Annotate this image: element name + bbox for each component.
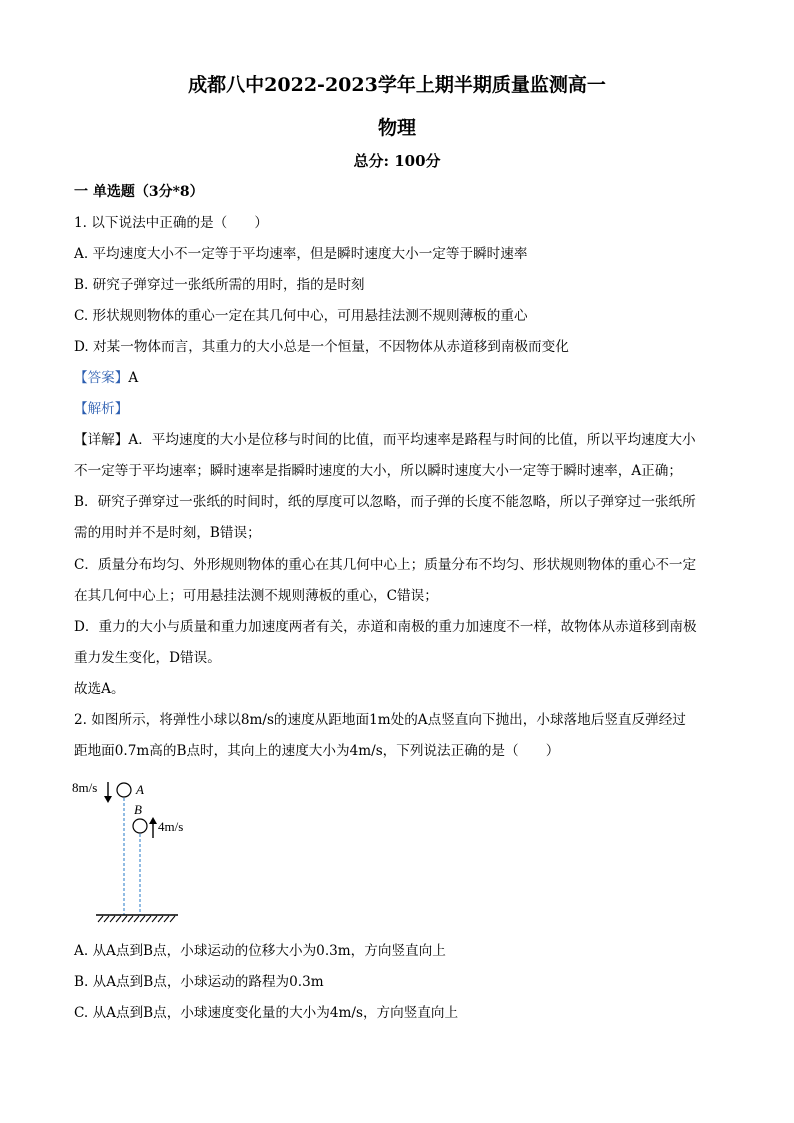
ball-a <box>117 783 131 797</box>
q1-option-c: C. 形状规则物体的重心一定在其几何中心，可用悬挂法测不规则薄板的重心 <box>74 308 528 324</box>
answer-value: A <box>128 370 139 386</box>
q2-option-c: C. 从A点到B点，小球速度变化量的大小为4m/s，方向竖直向上 <box>74 1005 459 1021</box>
q1-detail-line: 在其几何中心上；可用悬挂法测不规则薄板的重心，C错误； <box>74 588 438 604</box>
q2-figure <box>66 772 206 932</box>
subject-title: 物理 <box>377 117 416 139</box>
q1-detail-line: 【详解】A．平均速度的大小是位移与时间的比值，而平均速率是路程与时间的比值，所以平均速度大小 <box>74 432 696 448</box>
q1-option-b: B. 研究子弹穿过一张纸所需的用时，指的是时刻 <box>74 277 365 293</box>
total-score: 总分: 100分 <box>353 152 441 170</box>
exam-title: 成都八中2022-2023学年上期半期质量监测高一 <box>188 74 606 96</box>
q1-detail-line: 需的用时并不是时刻，B错误； <box>74 525 261 541</box>
answer-label: 【答案】 <box>74 370 129 386</box>
q1-detail-line: B．研究子弹穿过一张纸的时间时，纸的厚度可以忽略，而子弹的长度不能忽略，所以子弹穿过一张纸所 <box>74 494 696 510</box>
point-a-label: A <box>136 782 144 797</box>
section-heading: 一 单选题（3分*8） <box>74 184 204 200</box>
up-arrow-icon <box>149 817 157 838</box>
point-b-label: B <box>134 802 142 817</box>
q1-detail-line: D．重力的大小与质量和重力加速度两者有关，赤道和南极的重力加速度不一样，故物体从赤道移到南极 <box>74 619 697 635</box>
ground <box>96 915 178 922</box>
q1-detail-line: 重力发生变化，D错误。 <box>74 650 221 666</box>
speed-b-label: 4m/s <box>158 819 184 834</box>
q1-stem: 1. 以下说法中正确的是（ ） <box>74 215 269 231</box>
ball-b <box>133 819 147 833</box>
q1-answer <box>74 369 138 387</box>
q1-analysis-label: 【解析】 <box>74 401 129 417</box>
q2-option-b: B. 从A点到B点，小球运动的路程为0.3m <box>74 974 324 990</box>
q2-option-a: A. 从A点到B点，小球运动的位移大小为0.3m，方向竖直向上 <box>74 943 446 959</box>
q2-stem-line1: 2. 如图所示，将弹性小球以8m/s的速度从距地面1m处的A点竖直向下抛出，小球落地后竖直反弹经过 <box>74 712 686 728</box>
q1-conclusion: 故选A。 <box>74 681 125 697</box>
q1-option-a: A. 平均速度大小不一定等于平均速率，但是瞬时速度大小一定等于瞬时速率 <box>74 246 528 262</box>
q1-option-d: D. 对某一物体而言，其重力的大小总是一个恒量，不因物体从赤道移到南极而变化 <box>74 339 569 355</box>
down-arrow-icon <box>104 782 112 803</box>
speed-a-label: 8m/s <box>72 780 98 795</box>
q2-stem-line2: 距地面0.7m高的B点时，其向上的速度大小为4m/s，下列说法正确的是（ ） <box>74 743 560 759</box>
q1-detail-line: C．质量分布均匀、外形规则物体的重心在其几何中心上；质量分布不均匀、形状规则物体的重心不一定 <box>74 557 697 573</box>
q1-detail-line: 不一定等于平均速率；瞬时速率是指瞬时速度的大小，所以瞬时速度大小一定等于瞬时速率，A正确； <box>74 463 682 479</box>
